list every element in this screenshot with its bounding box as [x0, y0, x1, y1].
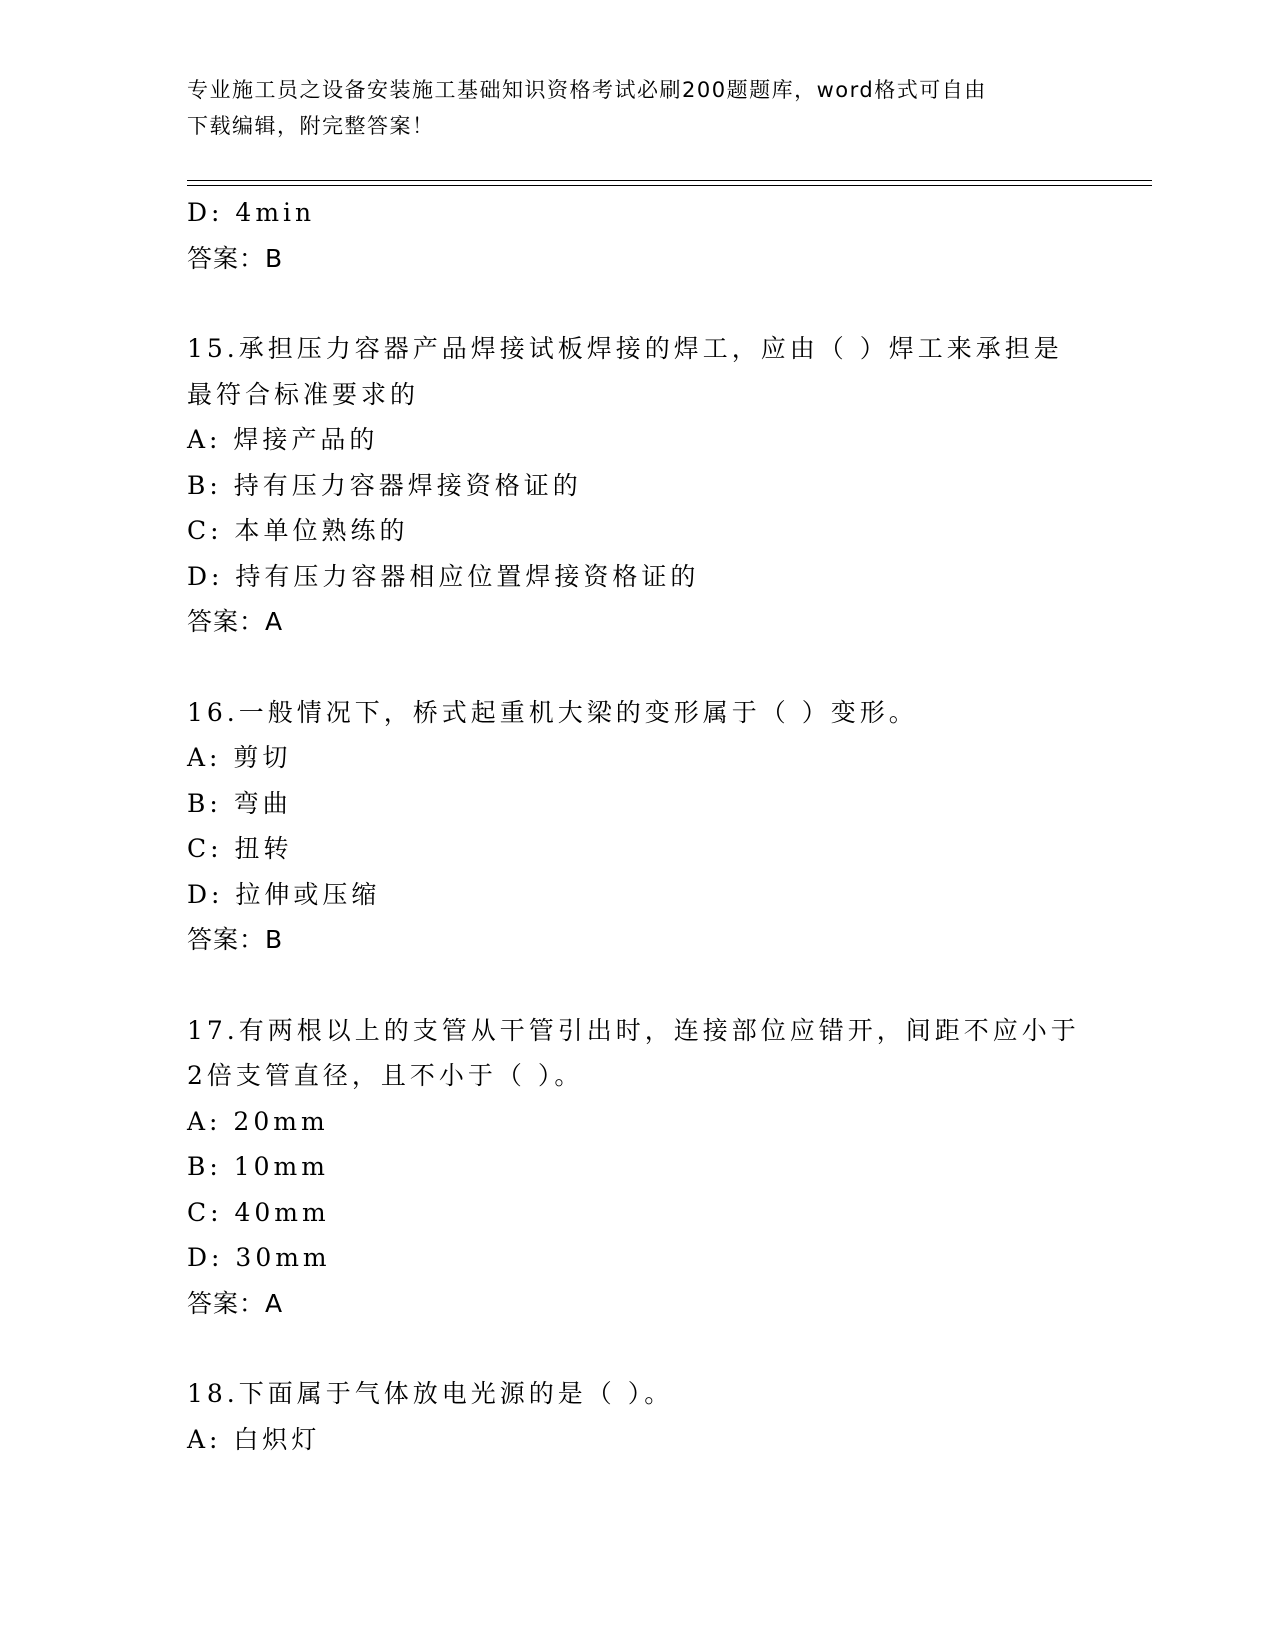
header-divider-top: [187, 180, 1152, 181]
answer: 答案：B: [187, 925, 284, 954]
option-a: A: 20mm: [187, 1106, 329, 1136]
option-d: D: 持有压力容器相应位置焊接资格证的: [187, 561, 700, 591]
question-stem-continued: 2倍支管直径，且不小于（ ）。: [187, 1061, 584, 1090]
question-stem: 18.下面属于气体放电光源的是（ ）。: [187, 1379, 674, 1408]
option-d: D: 拉伸或压缩: [187, 879, 381, 909]
option-b: B: 10mm: [187, 1152, 329, 1181]
question-18: [187, 1371, 1087, 1462]
header-divider-bottom: [187, 185, 1152, 186]
document-body: [187, 190, 1087, 1462]
answer: 答案：A: [187, 607, 284, 636]
answer: 答案：B: [187, 243, 284, 273]
question-15: [187, 326, 1087, 645]
document-header: [187, 72, 1067, 144]
header-title-line-2: 下载编辑，附完整答案！: [187, 114, 435, 138]
option-d: D: 4min: [187, 198, 316, 227]
option-a: A: 白炽灯: [187, 1424, 321, 1454]
option-a: A: 焊接产品的: [187, 425, 379, 454]
header-title-line-1: 专业施工员之设备安装施工基础知识资格考试必刷200题题库，word格式可自由: [187, 78, 987, 102]
option-c: C: 扭转: [187, 834, 293, 863]
question-16: [187, 690, 1087, 963]
answer: 答案：A: [187, 1288, 284, 1318]
option-a: A: 剪切: [187, 743, 292, 772]
option-c: C: 本单位熟练的: [187, 516, 409, 545]
option-b: B: 弯曲: [187, 788, 292, 818]
question-stem: 15.承担压力容器产品焊接试板焊接的焊工，应由（ ）焊工来承担是: [187, 334, 1063, 363]
option-b: B: 持有压力容器焊接资格证的: [187, 470, 582, 500]
option-d: D: 30mm: [187, 1243, 331, 1272]
question-17: [187, 1008, 1087, 1327]
question-stem: 16.一般情况下，桥式起重机大梁的变形属于（ ）变形。: [187, 697, 918, 727]
question-stem: 17.有两根以上的支管从干管引出时，连接部位应错开，间距不应小于: [187, 1015, 1080, 1045]
question-stem-continued: 最符合标准要求的: [187, 379, 420, 409]
question-14-fragment: [187, 190, 1087, 281]
option-c: C: 40mm: [187, 1197, 330, 1227]
